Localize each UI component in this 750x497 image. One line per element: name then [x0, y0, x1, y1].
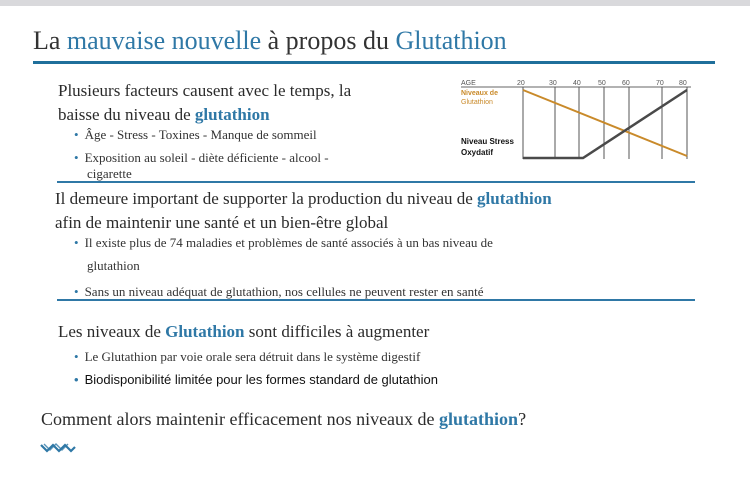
closing-question: Comment alors maintenir efficacement nos niveaux de glutathion?: [41, 409, 527, 429]
section1-text: Plusieurs facteurs causent avec le temps, la baisse du niveau de glutathion: [58, 81, 352, 124]
section2-text: Il demeure important de supporter la production du niveau de glutathion afin de maintenir une santé et un bien-être global: [55, 189, 552, 232]
chart-age-tick: 20: [517, 80, 525, 87]
section2-bullet: • Il existe plus de 74 maladies et problèmes de santé associés à un bas niveau de: [74, 235, 493, 250]
section2-bullet: • Sans un niveau adéquat de glutathion, nos cellules ne peuvent rester en santé: [74, 284, 484, 299]
title-underline: [33, 61, 715, 64]
chart-age-tick: 50: [598, 80, 606, 87]
chart-glut-label: Niveaux de: [461, 90, 498, 97]
glutathion-stress-chart: [455, 76, 695, 168]
chart-stress-label: Niveau Stress: [461, 137, 514, 146]
wave-logo-icon: [40, 442, 76, 454]
chart-age-tick: 60: [622, 80, 630, 87]
section3-heading: Les niveaux de Glutathion sont difficiles à augmenter: [58, 322, 430, 341]
top-bar: [0, 0, 750, 6]
section1-bullet-cont: cigarette: [87, 166, 132, 181]
chart-age-tick: 70: [656, 80, 664, 87]
chart-age-tick: 40: [573, 80, 581, 87]
section2-bullet-cont: glutathion: [87, 258, 140, 273]
chart-glut-label: Glutathion: [461, 99, 493, 106]
chart-age-tick: 80: [679, 80, 687, 87]
section3-bullet: • Biodisponibilité limitée pour les formes standard de glutathion: [74, 372, 438, 387]
section1-bullet: • Âge - Stress - Toxines - Manque de sommeil: [74, 127, 317, 142]
section1-bullet: • Exposition au soleil - diète déficiente - alcool -: [74, 150, 329, 165]
chart-age-label: AGE: [461, 80, 476, 87]
section1-divider: [57, 181, 695, 183]
section2-divider: [57, 299, 695, 301]
slide-title: La mauvaise nouvelle à propos du Glutathion: [33, 26, 507, 55]
section3-bullet: • Le Glutathion par voie orale sera détruit dans le système digestif: [74, 349, 421, 364]
chart-stress-label: Oxydatif: [461, 148, 494, 157]
chart-age-tick: 30: [549, 80, 557, 87]
